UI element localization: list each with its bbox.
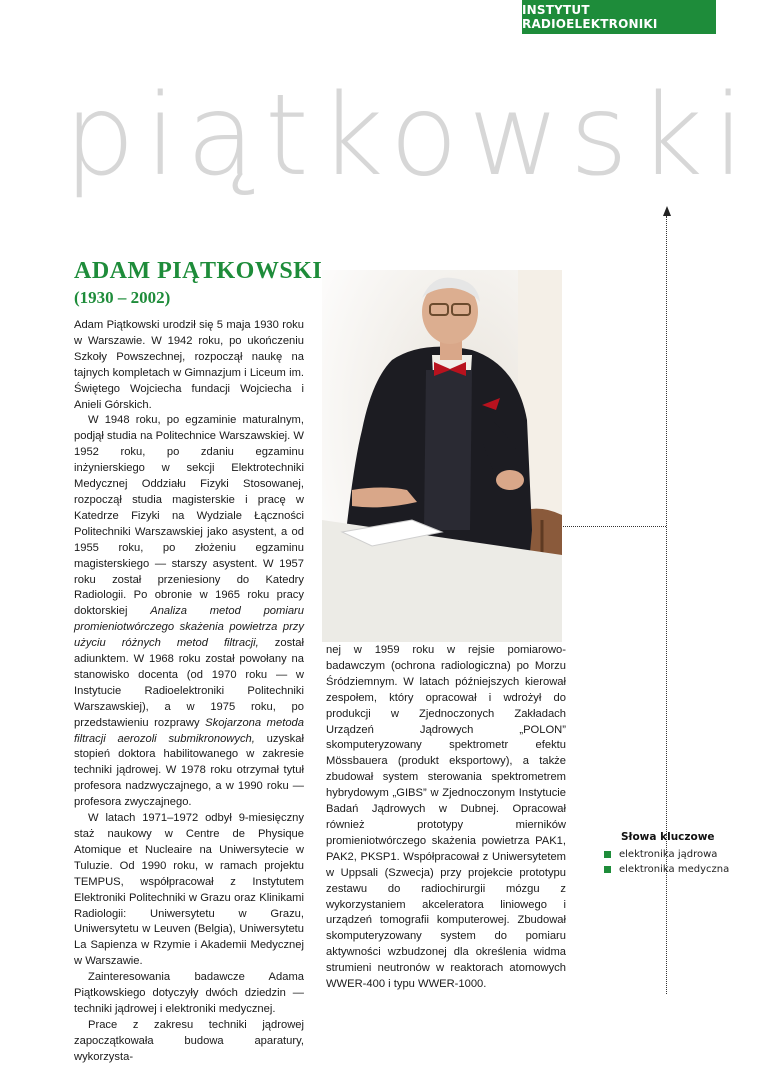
square-bullet-icon	[604, 866, 611, 873]
paragraph: Zainteresowania badawcze Adama Piątkowskiego dotyczyły dwóch dziedzin — techniki jądrowej i elektroniki medycznej.	[74, 971, 304, 1015]
keyword-item	[604, 864, 734, 875]
section-header: INSTYTUT RADIOELEKTRONIKI	[522, 0, 716, 34]
biography-column-1	[74, 318, 304, 1066]
keywords-box	[604, 831, 734, 879]
paragraph: nej w 1959 roku w rejsie pomiarowo-badawczym (ochrona radiologiczna) po Morzu Śródziemnym. W latach późniejszych kierował zespołem, który opracował i wdrożył do produkcji w Zjednoczonych Zakładach Urządzeń Jądrowych „POLON” skomputeryzowany spektrometr efektu Mössbauera (produkt eksportowy), a także zbudował system sterowania spektrometrem hybrydowym „GIBS” w Zjednoczonym Instytucie Badań Jądrowych w Dubnej. Opracował również prototypy mierników promieniotwórczego skażenia powietrza PAK1, PAK2, PKSP1. Współpracował z Uniwersytetem w Uppsali (Szwecja) przy projekcie prototypu zestawu do radiochirurgii mózgu z wykorzystaniem akceleratora liniowego i urządzeń tomografii komputerowej. Zbudował skomputeryzowany system do pomiaru aktywności wzbudzonej dla określenia widma strumieni neutronów w reaktorach atomowych WWER-400 i typu WWER-1000.	[326, 644, 566, 991]
paragraph: Adam Piątkowski urodził się 5 maja 1930 roku w Warszawie. W 1942 roku, po ukończeniu Szkoły Powszechnej, rozpoczął naukę na tajnych kompletach w Gimnazjum i Liceum im. Świętego Wojciecha fundacji Wojciecha i Anieli Górskich.	[74, 319, 304, 411]
keywords-title: Słowa kluczowe	[621, 831, 715, 843]
paragraph: W latach 1971–1972 odbył 9-miesięczny staż naukowy w Centre de Physique Atomique et Nucleaire na Uniwersytecie w Tuluzie. Od 1990 roku, w ramach projektu TEMPUS, współpracował z Instytutem Elektroniki Politechniki w Grazu oraz Klinikami Radiologii: Uniwersytetu w Grazu, Uniwersytetu w Leuven (Belgia), Uniwersytetu La Sapienza w Rzymie i Akademii Medycznej w Warszawie.	[74, 812, 304, 968]
paragraph: Prace z zakresu techniki jądrowej zapoczątkowała budowa aparatury, wykorzysta-	[74, 1018, 304, 1063]
person-name: ADAM PIĄTKOWSKI	[74, 258, 323, 284]
person-years: (1930 – 2002)	[74, 288, 171, 307]
keyword-label: elektronika medyczna	[619, 864, 730, 875]
surname-watermark: piątkowski	[64, 71, 755, 201]
biography-column-2	[326, 643, 566, 993]
arrow-up-icon	[663, 206, 671, 216]
portrait-photo	[322, 270, 562, 642]
portrait-illustration	[322, 270, 562, 642]
keyword-label: elektronika jądrowa	[619, 849, 718, 860]
paragraph: W 1948 roku, po egzaminie maturalnym, podjął studia na Politechnice Warszawskiej. W 1952 roku, po zdaniu egzaminu inżynierskiego w sekcji Elektrotechniki Medycznej Oddziału Fizyki Stosowanej, rozpoczął studia magisterskie i pracę w Katedrze Fizyki na Wydziale Łączności Politechniki Warszawskiej jako asystent, a od 1955 roku, po złożeniu egzaminu magisterskiego — starszy asystent. W 1957 roku został przeniesiony do Katedry Radiologii. Po obronie w 1965 roku pracy doktorskiej Analiza metod pomiaru promieniotwórczego skażenia powietrza przy użyciu różnych metod filtracji, został adiunktem. W 1968 roku został powołany na stanowisko docenta (od 1970 roku — w Instytucie Radioelektroniki Politechniki Warszawskiej), a w 1975 roku, po przedstawieniu rozprawy Skojarzona metoda filtracji aerozoli submikronowych, uzyskał stopień doktora habilitowanego w zakresie techniki jądrowej. W 1978 roku otrzymał tytuł profesora nadzwyczajnego, a w 1990 roku — profesora zwyczajnego.	[74, 414, 304, 809]
keyword-item	[604, 849, 734, 860]
square-bullet-icon	[604, 851, 611, 858]
